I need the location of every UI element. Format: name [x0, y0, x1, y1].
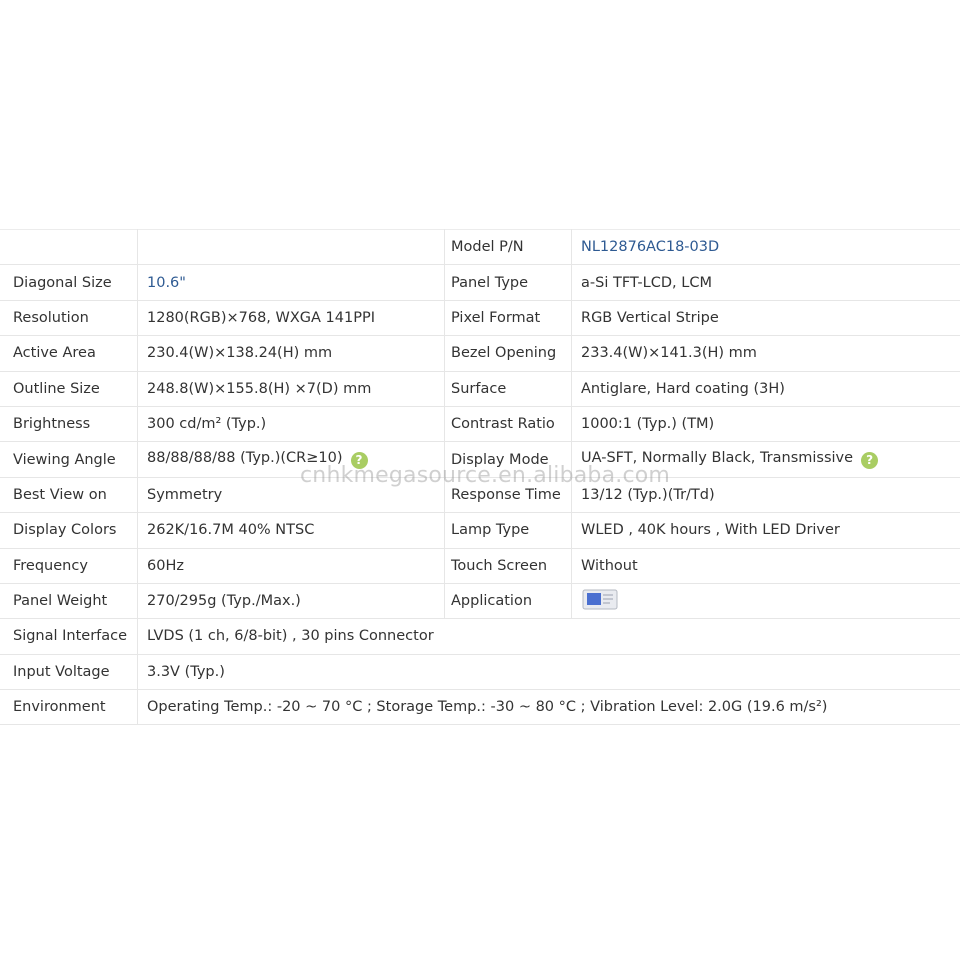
- table-row: [0, 654, 960, 689]
- spec-value: 262K/16.7M 40% NTSC: [138, 513, 445, 548]
- table-row: [0, 619, 960, 654]
- spec-label: Best View on: [0, 477, 138, 512]
- table-row: [0, 513, 960, 548]
- spec-table: [0, 229, 960, 725]
- spec-value-cell: [572, 442, 960, 477]
- spec-value: 60Hz: [138, 548, 445, 583]
- table-row: [0, 442, 960, 477]
- model-number-value: NL12876AC18-03D: [572, 230, 960, 265]
- spec-label: Contrast Ratio: [445, 406, 572, 441]
- table-row: [0, 336, 960, 371]
- spec-label: Application: [445, 583, 572, 618]
- spec-label: Resolution: [0, 300, 138, 335]
- empty-cell: [138, 230, 445, 265]
- table-row: [0, 406, 960, 441]
- spec-value-cell: [138, 442, 445, 477]
- spec-value: Without: [572, 548, 960, 583]
- table-row: [0, 583, 960, 618]
- spec-value: 13/12 (Typ.)(Tr/Td): [572, 477, 960, 512]
- table-row: [0, 548, 960, 583]
- spec-label: Active Area: [0, 336, 138, 371]
- help-icon[interactable]: ?: [861, 452, 878, 469]
- spec-value: 233.4(W)×141.3(H) mm: [572, 336, 960, 371]
- spec-value: Symmetry: [138, 477, 445, 512]
- spec-value: 1000:1 (Typ.) (TM): [572, 406, 960, 441]
- spec-label: Signal Interface: [0, 619, 138, 654]
- spec-label: Panel Type: [445, 265, 572, 300]
- spec-label: Surface: [445, 371, 572, 406]
- spec-label: Environment: [0, 690, 138, 725]
- spec-label: Brightness: [0, 406, 138, 441]
- table-row: [0, 300, 960, 335]
- spec-label: Panel Weight: [0, 583, 138, 618]
- spec-label: Model P/N: [445, 230, 572, 265]
- spec-label: Viewing Angle: [0, 442, 138, 477]
- spec-value: WLED , 40K hours , With LED Driver: [572, 513, 960, 548]
- spec-label: Display Mode: [445, 442, 572, 477]
- spec-value: 3.3V (Typ.): [138, 654, 960, 689]
- application-cell: [572, 583, 960, 618]
- spec-value: UA-SFT, Normally Black, Transmissive: [581, 450, 854, 467]
- spec-value: 300 cd/m² (Typ.): [138, 406, 445, 441]
- spec-label: Response Time: [445, 477, 572, 512]
- spec-label: Frequency: [0, 548, 138, 583]
- spec-label: Touch Screen: [445, 548, 572, 583]
- watermark: cnhkmegasource.en.alibaba.com: [300, 463, 671, 488]
- spec-label: Pixel Format: [445, 300, 572, 335]
- spec-label: Diagonal Size: [0, 265, 138, 300]
- spec-label: Input Voltage: [0, 654, 138, 689]
- spec-value: 1280(RGB)×768, WXGA 141PPI: [138, 300, 445, 335]
- spec-value: 270/295g (Typ./Max.): [138, 583, 445, 618]
- spec-value: RGB Vertical Stripe: [572, 300, 960, 335]
- spec-value: 88/88/88/88 (Typ.)(CR≥10): [147, 450, 343, 467]
- spec-value: 230.4(W)×138.24(H) mm: [138, 336, 445, 371]
- help-icon[interactable]: ?: [351, 452, 368, 469]
- table-row: [0, 265, 960, 300]
- table-row: [0, 690, 960, 725]
- spec-value: a-Si TFT-LCD, LCM: [572, 265, 960, 300]
- spec-value: Antiglare, Hard coating (3H): [572, 371, 960, 406]
- spec-label: Lamp Type: [445, 513, 572, 548]
- table-row: [0, 477, 960, 512]
- monitor-application-icon: [581, 586, 621, 616]
- spec-label: Display Colors: [0, 513, 138, 548]
- spec-label: Bezel Opening: [445, 336, 572, 371]
- spec-value: Operating Temp.: -20 ~ 70 °C ; Storage Temp.: -30 ~ 80 °C ; Vibration Level: 2.0G (19.6 m/s²): [138, 690, 960, 725]
- spec-value: 248.8(W)×155.8(H) ×7(D) mm: [138, 371, 445, 406]
- empty-cell: [0, 230, 138, 265]
- table-row: [0, 371, 960, 406]
- spec-value: 10.6": [138, 265, 445, 300]
- spec-value: LVDS (1 ch, 6/8-bit) , 30 pins Connector: [138, 619, 960, 654]
- table-row: [0, 230, 960, 265]
- spec-label: Outline Size: [0, 371, 138, 406]
